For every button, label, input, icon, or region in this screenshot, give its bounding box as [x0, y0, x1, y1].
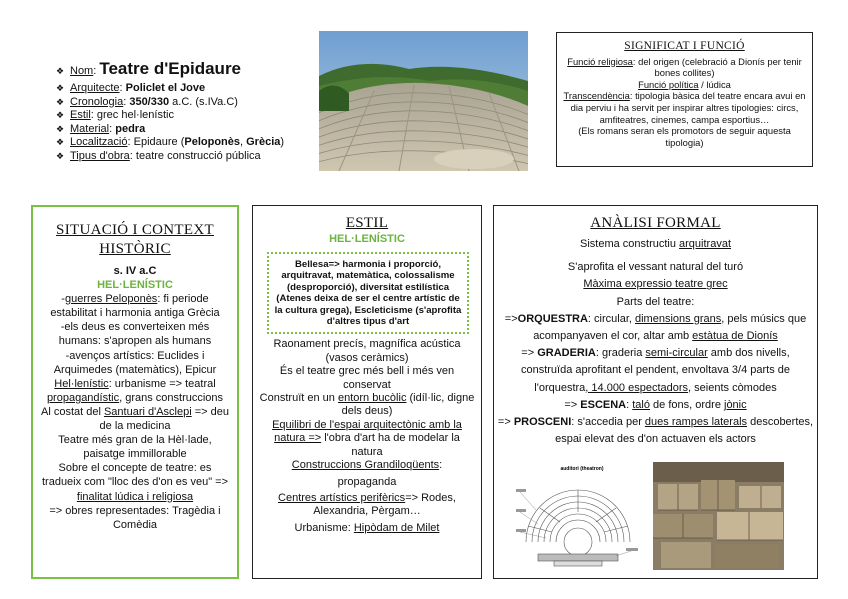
century: s. IV a.C [113, 265, 157, 277]
context-item: finalitat lúdica i religiosa [76, 490, 194, 503]
part-graderia: => GRADERIA: graderia semi-circular amb dos nivells, construïda aprofitant el pendent, envoltava 3/4 parts de l'orquestra, 14.000 espectadors, seients còmodes [520, 347, 791, 394]
estil-highlight: Bellesa=> harmonia i proporció, arquitravat, matemàtica, colossalisme (desproporció), diversitat estilística (Atenes deixa de ser el centre artístic de la cultura grega), Escleticisme (s'aprofita d'altres tipus d'art [267, 252, 469, 334]
estil-item: Construït en un entorn bucòlic (idíl·lic, digne dels deus) [259, 392, 475, 418]
analisi-item: Màxima expressio teatre grec [583, 278, 728, 291]
funcio-politica: Funció política / lúdica [638, 78, 731, 90]
diamond-bullet-icon: ❖ [56, 123, 65, 134]
info-row-arquitecte: ❖ Arquitecte: Policlet el Jove [56, 82, 206, 94]
diamond-bullet-icon: ❖ [56, 96, 65, 107]
significat-funcio-box [556, 32, 813, 167]
info-row-localitzacio: ❖ Localització: Epidaure (Peloponès, Grècia) [56, 136, 285, 148]
period-label: HEL·LENÍSTIC [97, 279, 173, 292]
analisi-item: Sistema constructiu arquitravat [579, 238, 732, 250]
artwork-info-list [56, 58, 316, 163]
part-orquestra: =>ORQUESTRA: circular, dimensions grans, pels músics que acompanyaven el cor, altar amb estàtua de Dionís [504, 312, 807, 343]
context-item: Teatre més gran de la Hèl·lade, paisatge immillorable [58, 434, 212, 461]
info-row-nom: ❖ Nom: Teatre d'Epidaure [56, 58, 316, 82]
situacio-title-line2: HISTÒRIC [99, 241, 171, 257]
info-row-estil: ❖ Estil: grec hel·lenístic [56, 109, 174, 121]
diamond-bullet-icon: ❖ [56, 110, 65, 120]
info-row-cronologia: ❖ Cronologia: 350/330 a.C. (s.IVa.C) [56, 95, 238, 108]
artwork-title: Teatre d'Epidaure [99, 59, 242, 78]
context-item: propagandístic, grans construccions [46, 391, 224, 404]
info-row-tipus: ❖ Tipus d'obra: teatre construcció pública [56, 149, 261, 162]
estil-item: Equilibri de l'espai arquitectònic amb la natura => l'obra d'art ha de modelar la natura [272, 418, 462, 458]
estil-item: Urbanisme: Hipòdam de Milet [294, 521, 440, 534]
part-prosceni: => PROSCENI: s'accedia per dues rampes laterals descobertes, espai elevat des d'on actuaven els actors [497, 416, 814, 446]
estil-item: Raonament precís, magnífica acústica (vasos ceràmics) [273, 338, 461, 364]
theatre-plan-diagram [516, 462, 638, 570]
context-item: -avenços artístics: Euclides i Arquimedes (matemàtics), Epicur [53, 349, 217, 376]
funcio-religiosa: Funció religiosa: del origen (celebració a Dionís per tenir bones collites) [567, 55, 802, 79]
context-item: => obres representades: Tragèdia i Comèdia [49, 504, 221, 531]
theatre-photo [319, 31, 528, 171]
estil-title: ESTIL [345, 215, 389, 231]
context-item: -guerres Peloponès: fi periode estabilitat i harmonia antiga Grècia [50, 293, 220, 320]
context-item: Hel·lenístic: urbanisme => teatral [54, 377, 216, 390]
analisi-item: Parts del teatre: [616, 295, 695, 308]
romans-note: (Els romans seran els promotors de seguir aquesta tipologia) [578, 125, 791, 148]
diamond-bullet-icon: ❖ [56, 150, 65, 161]
context-item: Sobre el concepte de teatre: es tradueix com "lloc des d'on es veu" => [41, 462, 228, 489]
plan-label: auditori (theatron) [560, 466, 604, 472]
estil-subtitle: HEL·LENÍSTIC [329, 233, 405, 245]
context-item: Al costat del Santuari d'Asclepi => deu de la medicina [40, 405, 230, 433]
estil-item: Construccions Grandiloqüents: [291, 459, 443, 472]
part-escena: => ESCENA: taló de fons, ordre jònic [564, 398, 747, 411]
context-item: -els deus es converteixen més humans: s'apropen als humans [58, 321, 212, 348]
transcendencia: Transcendència: tipologia bàsica del teatre encara avui en dia perviu i ha servit per inspirar altres tipologies: circs, amfiteatres, cinemes, campa esportius… [563, 90, 806, 125]
analisi-item: S'aprofita el vessant natural del turó [567, 261, 744, 274]
estil-item: És el teatre grec més bell i més ven conservat [279, 365, 455, 391]
analisi-title: ANÀLISI FORMAL [590, 215, 721, 231]
estil-item: Centres artístics perifèrics=> Rodes, Alexandria, Pèrgam… [278, 491, 456, 518]
scene-ruins-photo [653, 462, 784, 570]
diamond-bullet-icon: ❖ [56, 66, 65, 76]
estil-box [252, 205, 482, 579]
diamond-bullet-icon: ❖ [56, 137, 65, 147]
info-row-material: ❖ Material: pedra [56, 122, 146, 135]
situacio-title-line1: SITUACIÓ I CONTEXT [56, 222, 214, 238]
situacio-context-box [31, 205, 239, 579]
significat-title: SIGNIFICAT I FUNCIÓ [624, 40, 745, 52]
diamond-bullet-icon: ❖ [56, 83, 65, 93]
estil-item: propaganda [337, 475, 397, 488]
